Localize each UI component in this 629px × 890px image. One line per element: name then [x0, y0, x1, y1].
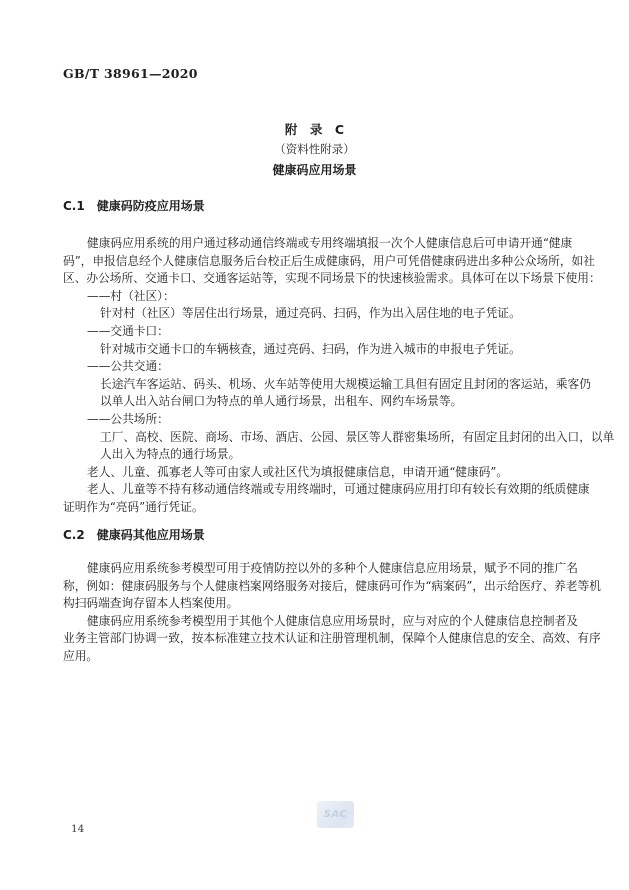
text-line: 老人、儿童等不持有移动通信终端或专用终端时，可通过健康码应用打印有较长有效期的纸质健康 [87, 482, 590, 497]
text-line: 称，例如：健康码服务与个人健康档案网络服务对接后，健康码可作为“病案码”，出示给医疗、养老等机 [63, 578, 601, 593]
text-line: 业务主管部门协调一致，按本标准建立技术认证和注册管理机制，保障个人健康信息的安全、高效、有序 [63, 631, 601, 646]
text-line: 人出入为特点的通行场景。 [100, 447, 241, 462]
text-line: 针对城市交通卡口的车辆核查，通过亮码、扫码，作为进入城市的申报电子凭证。 [100, 341, 521, 356]
list-item-dash-line: ——公共交通： [87, 359, 169, 374]
text-line: 针对村（社区）等居住出行场景，通过亮码、扫码，作为出入居住地的电子凭证。 [100, 306, 521, 321]
text-line: 码”，申报信息经个人健康信息服务后台校正后生成健康码，用户可凭借健康码进出多种公众场所，如社 [63, 253, 595, 268]
section-c2-body [63, 560, 601, 666]
text-line: 健康码应用系统的用户通过移动通信终端或专用终端填报一次个人健康信息后可申请开通“健康 [87, 236, 573, 250]
sac-logo-text: SAC [323, 809, 348, 820]
list-item-dash-line: ——村（社区）： [87, 288, 175, 303]
text-line: 以单人出入站台闸口为特点的单人通行场景，出租车、网约车场景等。 [100, 394, 463, 409]
text-line: 健康码应用系统参考模型可用于疫情防控以外的多种个人健康信息应用场景，赋予不同的推广名 [87, 561, 578, 575]
list-item-dash-line: ——交通卡口： [87, 323, 169, 338]
list-item-dash-line: ——公共场所： [87, 411, 169, 426]
appendix-name: 健康码应用场景 [272, 163, 357, 177]
text-line: 长途汽车客运站、码头、机场、火车站等使用大规模运输工具但有固定且封闭的客运站，乘客仍 [100, 376, 591, 391]
text-line: 应用。 [63, 648, 99, 663]
section-c1-body [63, 235, 615, 517]
standard-number-header: GB/T 38961—2020 [63, 66, 198, 81]
sac-logo-watermark [317, 801, 354, 828]
text-line: 工厂、高校、医院、商场、市场、酒店、公园、景区等人群密集场所，有固定且封闭的出入口，以单 [100, 429, 615, 444]
text-line: 证明作为“亮码”通行凭证。 [63, 499, 204, 514]
section-c1-heading: C.1 健康码防疫应用场景 [63, 199, 205, 213]
appendix-title: 附 录 C [284, 122, 345, 137]
appendix-subtitle: （资料性附录） [274, 142, 355, 156]
page-number: 14 [71, 823, 85, 835]
text-line: 健康码应用系统参考模型用于其他个人健康信息应用场景时，应与对应的个人健康信息控制者及 [87, 613, 578, 628]
text-line: 老人、儿童、孤寡老人等可由家人或社区代为填报健康信息，申请开通“健康码”。 [87, 464, 509, 479]
section-c2-heading: C.2 健康码其他应用场景 [63, 528, 205, 542]
text-line: 区、办公场所、交通卡口、交通客运站等，实现不同场景下的快速核验需求。具体可在以下场景下使用： [63, 271, 601, 286]
text-line: 构扫码端查询存留本人档案使用。 [63, 596, 239, 611]
